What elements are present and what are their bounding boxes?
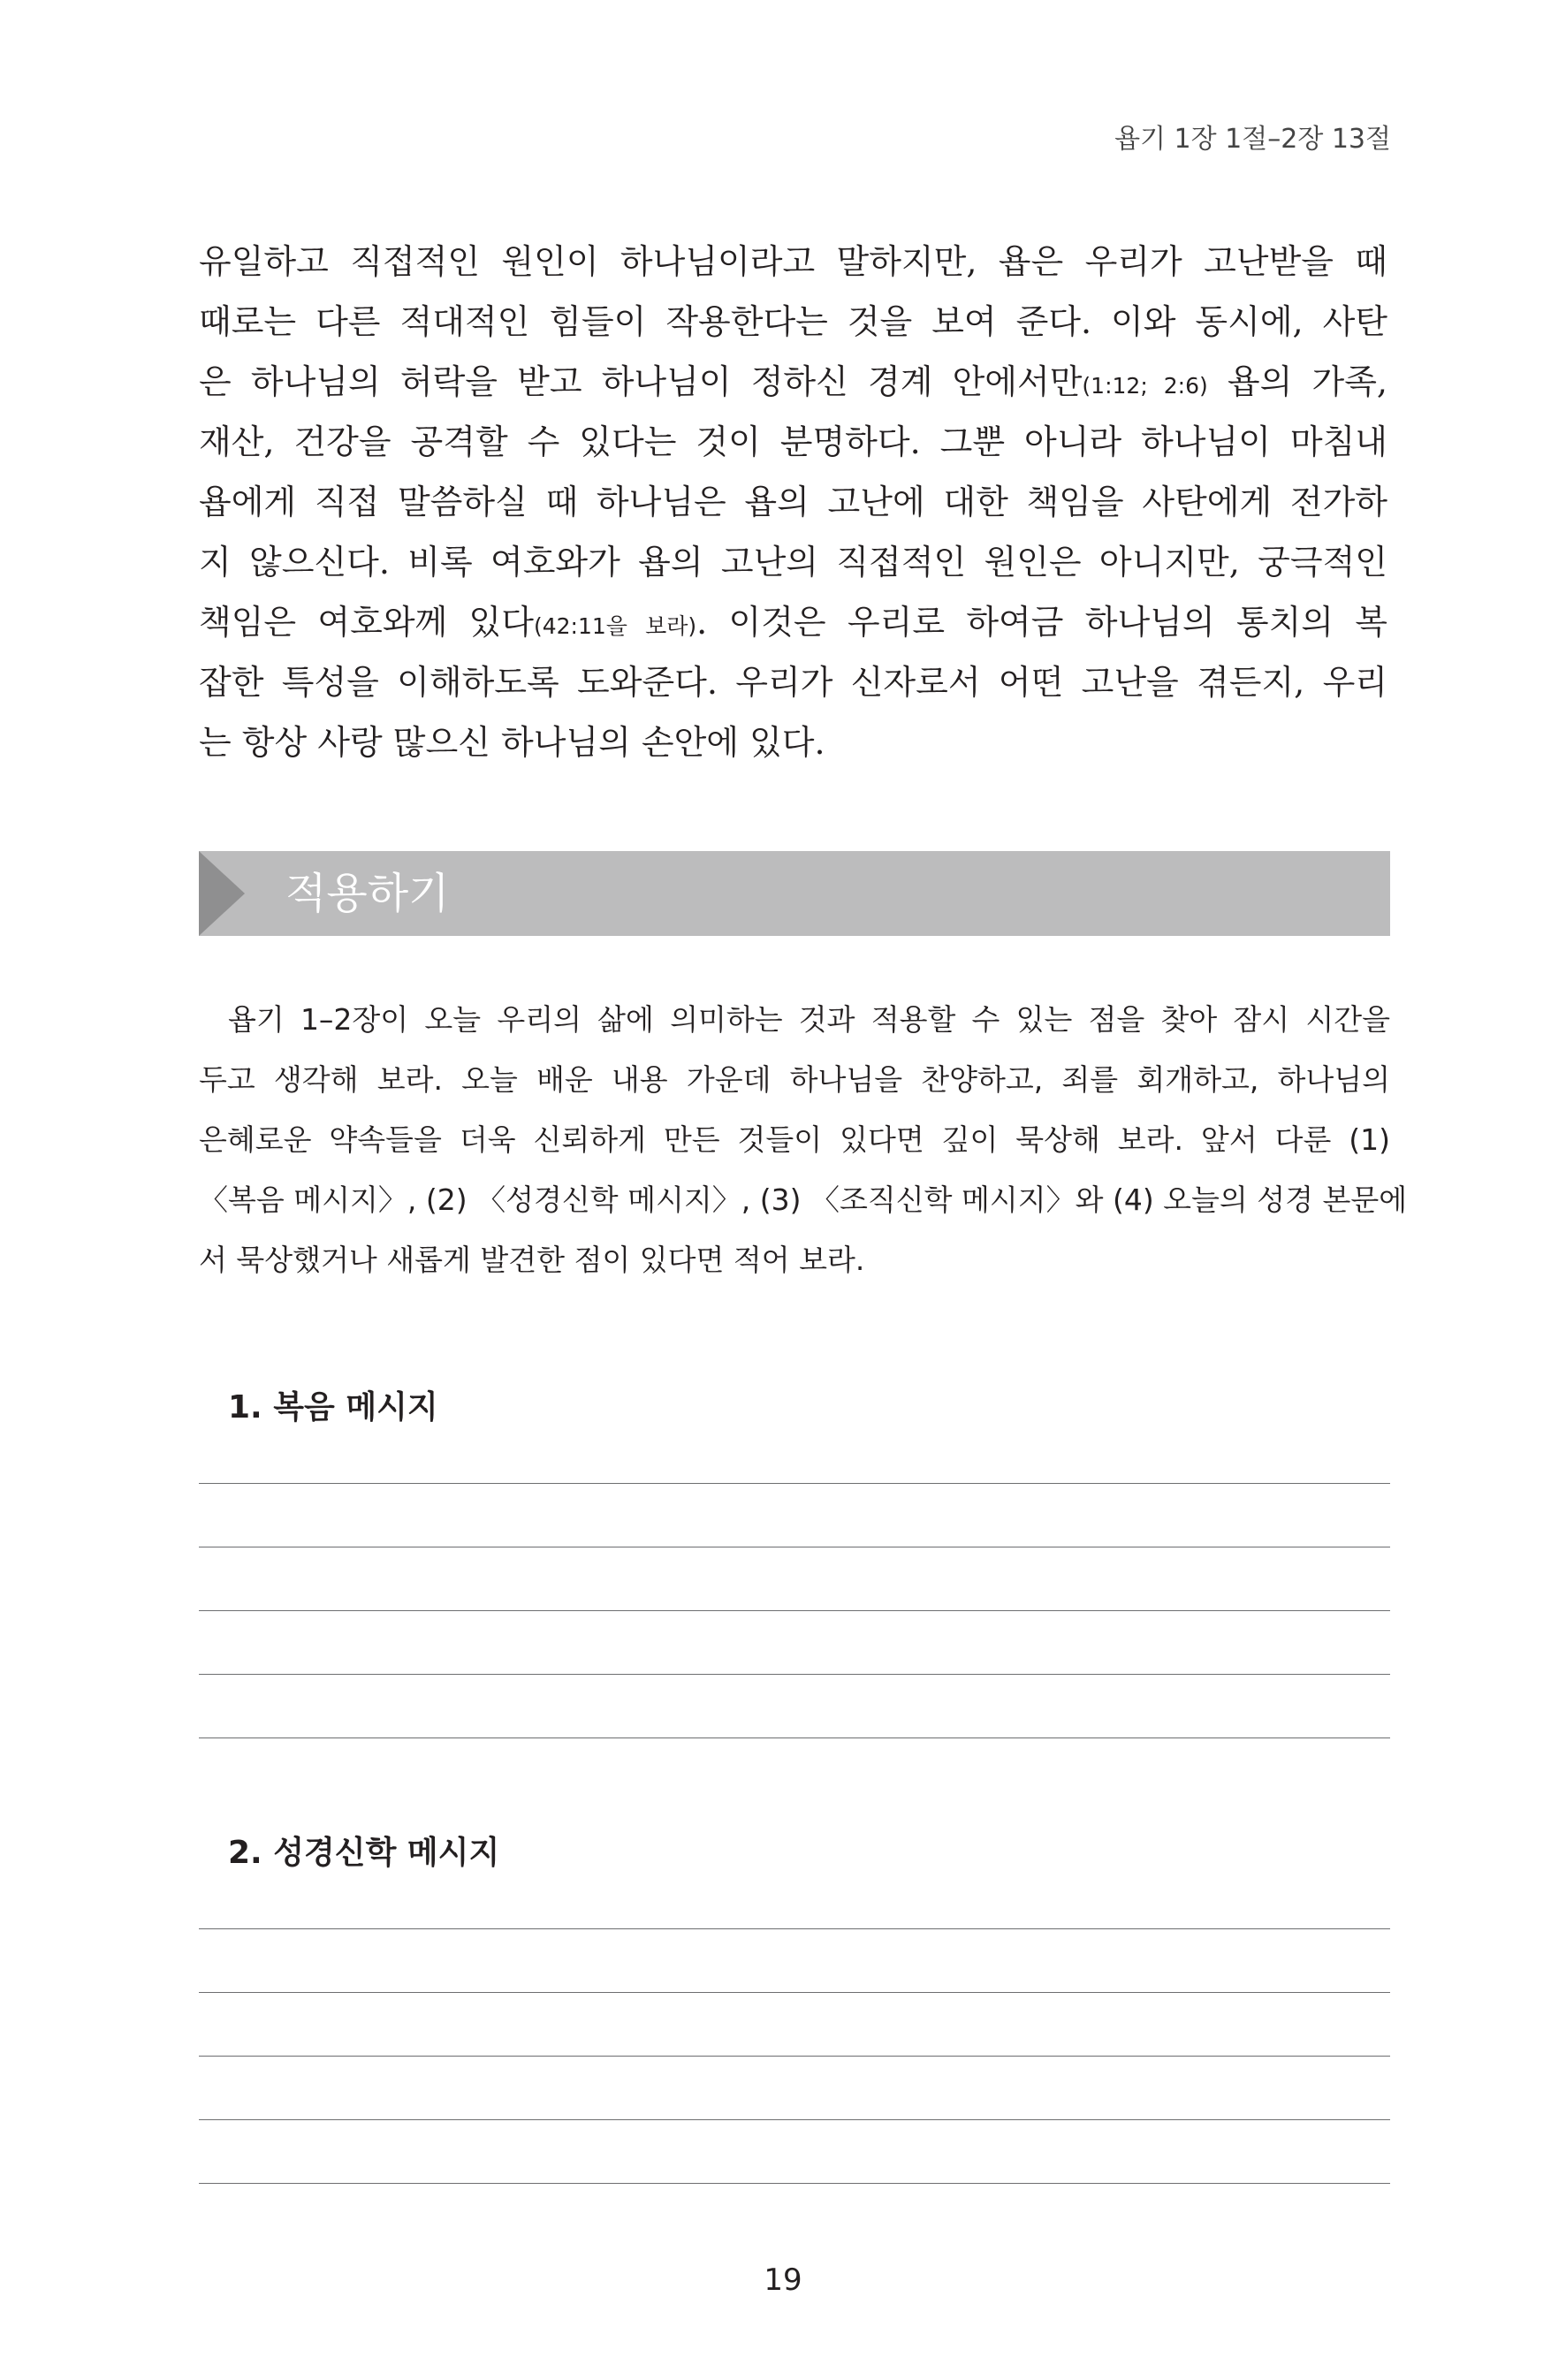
page-number: 19	[764, 2262, 802, 2298]
body-line: 때로는 다른 적대적인 힘들이 작용한다는 것을 보여 준다. 이와 동시에, 사탄	[199, 302, 1387, 341]
writing-line[interactable]	[199, 1674, 1390, 1675]
exercise-heading-biblical-theology: 2. 성경신학 메시지	[228, 1835, 500, 1871]
scripture-reference: (1:12; 2:6)	[1082, 373, 1208, 399]
body-line: 잡한 특성을 이해하도록 도와준다. 우리가 신자로서 어떤 고난을 겪든지, 우리	[199, 663, 1387, 702]
writing-line[interactable]	[199, 1928, 1390, 1929]
apply-line: 〈복음 메시지〉, (2) 〈성경신학 메시지〉, (3) 〈조직신학 메시지〉와 (4) 오늘의 성경 본문에	[199, 1182, 1408, 1217]
body-line: 욥에게 직접 말씀하실 때 하나님은 욥의 고난에 대한 책임을 사탄에게 전가하	[199, 483, 1387, 521]
exercise-heading-gospel: 1. 복음 메시지	[228, 1389, 438, 1426]
apply-line: 서 묵상했거나 새롭게 발견한 점이 있다면 적어 보라.	[199, 1243, 865, 1277]
body-line: 는 항상 사랑 많으신 하나님의 손안에 있다.	[199, 723, 825, 762]
body-line-text: 욥의 가족,	[1207, 362, 1387, 401]
apply-line: 두고 생각해 보라. 오늘 배운 내용 가운데 하나님을 찬양하고, 죄를 회개하고, 하나님의	[199, 1062, 1390, 1097]
section-title: 적용하기	[285, 869, 450, 918]
scripture-reference: (42:11을 보라)	[533, 613, 697, 639]
apply-paragraph	[199, 990, 1408, 1290]
apply-line: 은혜로운 약속들을 더욱 신뢰하게 만든 것들이 있다면 깊이 묵상해 보라. 앞서 다룬 (1)	[199, 1122, 1390, 1157]
writing-line[interactable]	[199, 1992, 1390, 1993]
writing-line[interactable]	[199, 2119, 1390, 2120]
banner-arrow-icon	[199, 851, 245, 936]
body-line-text: 은 하나님의 허락을 받고 하나님이 정하신 경계 안에서만	[199, 362, 1083, 401]
writing-line[interactable]	[199, 2056, 1390, 2057]
body-line: 유일하고 직접적인 원인이 하나님이라고 말하지만, 욥은 우리가 고난받을 때	[199, 242, 1387, 281]
body-line-text: 책임은 여호와께 있다	[199, 603, 534, 642]
writing-line[interactable]	[199, 2183, 1390, 2184]
apply-line: 욥기 1–2장이 오늘 우리의 삶에 의미하는 것과 적용할 수 있는 점을 찾아 잠시 시간을	[228, 1002, 1390, 1037]
body-line	[199, 352, 1387, 412]
body-line	[199, 592, 1387, 652]
writing-line[interactable]	[199, 1610, 1390, 1611]
section-banner	[199, 851, 1390, 936]
body-paragraph	[199, 232, 1387, 772]
writing-line[interactable]	[199, 1483, 1390, 1484]
body-line-text: . 이것은 우리로 하여금 하나님의 통치의 복	[696, 603, 1388, 642]
body-line: 지 않으신다. 비록 여호와가 욥의 고난의 직접적인 원인은 아니지만, 궁극적인	[199, 543, 1387, 582]
writing-line[interactable]	[199, 1737, 1390, 1738]
body-line: 재산, 건강을 공격할 수 있다는 것이 분명하다. 그뿐 아니라 하나님이 마침내	[199, 422, 1387, 461]
running-header: 욥기 1장 1절–2장 13절	[1114, 124, 1391, 155]
